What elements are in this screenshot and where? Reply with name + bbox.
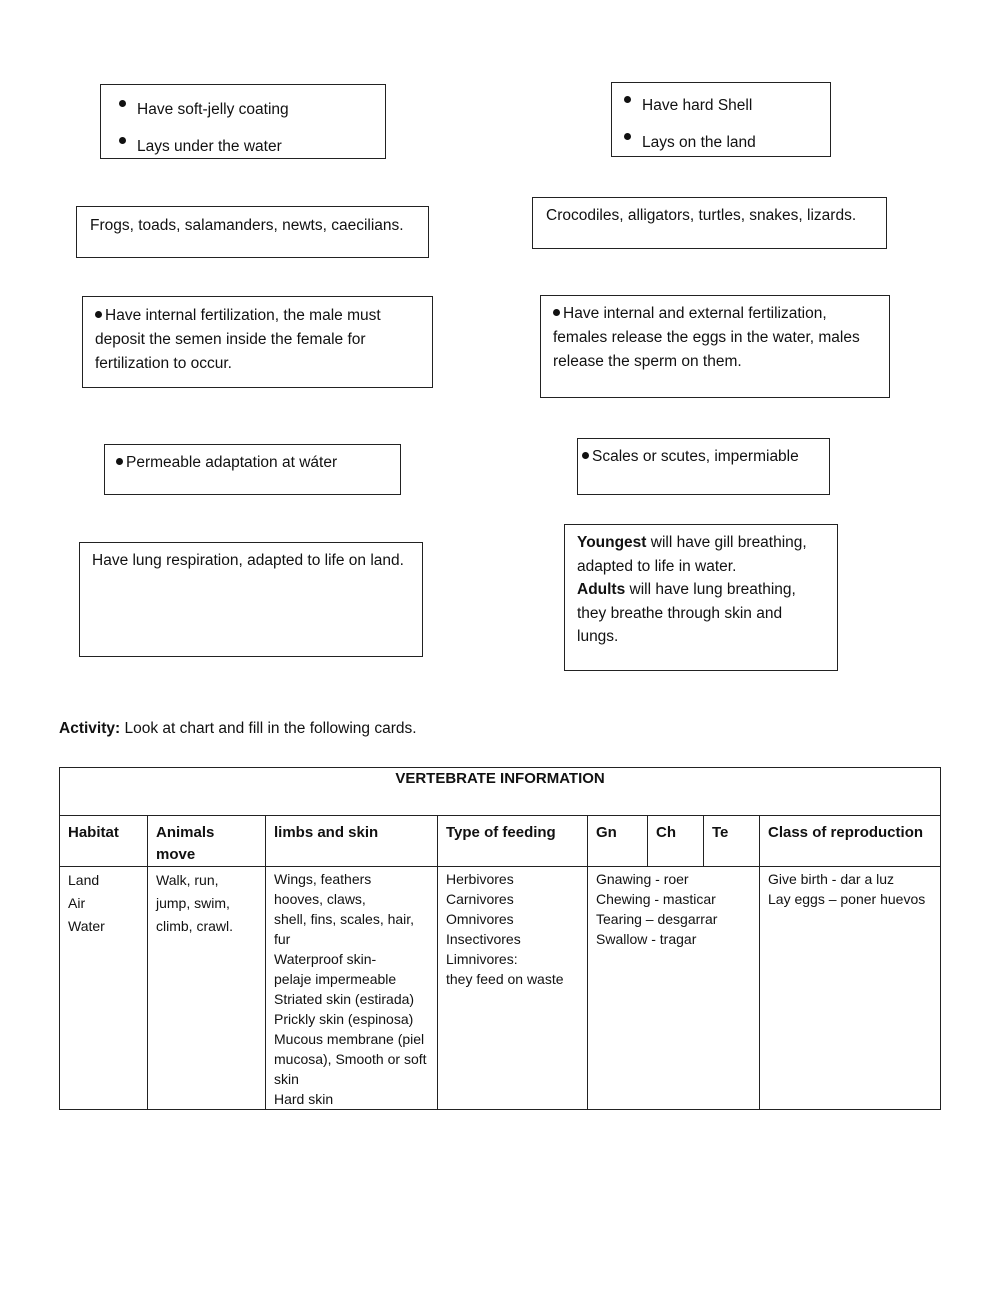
card-text: Crocodiles, alligators, turtles, snakes, lizards. [546, 207, 857, 224]
list-item: Air [68, 895, 86, 911]
card-text: Scales or scutes, impermiable [582, 448, 799, 465]
list-item: Land [68, 872, 100, 888]
vertebrate-table [59, 767, 941, 1110]
list-item: Herbivores [446, 871, 514, 887]
list-item: shell, fins, scales, hair, fur [274, 911, 415, 947]
card-lung-respiration[interactable] [79, 542, 423, 657]
list-item: Hard skin [274, 1091, 334, 1107]
youngest-text: will have gill breathing, adapted to life in water. [577, 534, 807, 575]
card-amphibian-eggs[interactable] [100, 84, 386, 159]
list-item: hooves, claws, [274, 891, 366, 907]
list-item: Tearing – desgarrar [596, 911, 718, 927]
card-scales[interactable] [577, 438, 830, 495]
card-internal-fertilization[interactable] [82, 296, 433, 388]
card-text: Have lung respiration, adapted to life on land. [92, 552, 404, 569]
adults-text: will have lung breathing, they breathe through skin and lungs. [577, 581, 796, 645]
card-breathing[interactable] [564, 524, 838, 671]
list-item: Give birth - dar a luz [768, 871, 895, 887]
list-item: Mucous membrane (piel mucosa), Smooth or soft skin [274, 1031, 427, 1087]
card-item: Lays on the land [618, 124, 822, 161]
activity-text: Look at chart and fill in the following cards. [120, 720, 417, 737]
card-item: Have soft-jelly coating [113, 91, 375, 128]
card-text: Permeable adaptation at wáter [116, 454, 337, 471]
list-item: Insectivores [446, 931, 521, 947]
list-item: they feed on waste [446, 971, 564, 987]
list-item: Walk, run, [156, 872, 219, 888]
card-text: Have internal and external fertilization, females release the eggs in the water, males release the sperm on them. [553, 305, 860, 370]
card-item: Have hard Shell [618, 87, 822, 124]
list-item: Prickly skin (espinosa) [274, 1011, 414, 1027]
cell-habitat [60, 867, 148, 1110]
list-item: Limnivores: [446, 951, 518, 967]
header-limbs-skin: limbs and skin [266, 816, 438, 867]
list-item: Waterproof skin- [274, 951, 377, 967]
card-text: Frogs, toads, salamanders, newts, caecilians. [90, 217, 404, 234]
header-feeding: Type of feeding [438, 816, 588, 867]
card-mixed-fertilization[interactable] [540, 295, 890, 398]
card-reptile-examples[interactable] [532, 197, 887, 249]
list-item: Carnivores [446, 891, 514, 907]
cell-feeding [438, 867, 588, 1110]
card-amphibian-examples[interactable] [76, 206, 429, 258]
header-te: Te [704, 816, 760, 867]
activity-label: Activity: [59, 720, 121, 737]
list-item: jump, swim, [156, 895, 230, 911]
cell-limbs-skin [266, 867, 438, 1110]
list-item: Gnawing - roer [596, 871, 689, 887]
list-item: pelaje impermeable [274, 971, 397, 987]
header-habitat: Habitat [60, 816, 148, 867]
header-ch: Ch [648, 816, 704, 867]
cell-reproduction [760, 867, 941, 1110]
list-item: Swallow - tragar [596, 931, 697, 947]
table-title: VERTEBRATE INFORMATION [60, 768, 941, 816]
header-animals-move: Animals move [148, 816, 266, 867]
adults-label: Adults [577, 581, 626, 598]
list-item: Wings, feathers [274, 871, 372, 887]
list-item: Striated skin (estirada) [274, 991, 415, 1007]
header-gn: Gn [588, 816, 648, 867]
card-item: Lays under the water [113, 128, 375, 165]
activity-instruction [59, 720, 417, 738]
card-permeable[interactable] [104, 444, 401, 495]
card-text: Have internal fertilization, the male must deposit the semen inside the female for fertilization to occur. [95, 307, 381, 372]
list-item: Omnivores [446, 911, 514, 927]
cell-teeth [588, 867, 760, 1110]
list-item: Chewing - masticar [596, 891, 716, 907]
list-item: Lay eggs – poner huevos [768, 891, 926, 907]
card-reptile-eggs[interactable] [611, 82, 831, 157]
list-item: Water [68, 918, 105, 934]
youngest-label: Youngest [577, 534, 647, 551]
header-reproduction: Class of reproduction [760, 816, 941, 867]
list-item: climb, crawl. [156, 918, 234, 934]
cell-animals-move [148, 867, 266, 1110]
